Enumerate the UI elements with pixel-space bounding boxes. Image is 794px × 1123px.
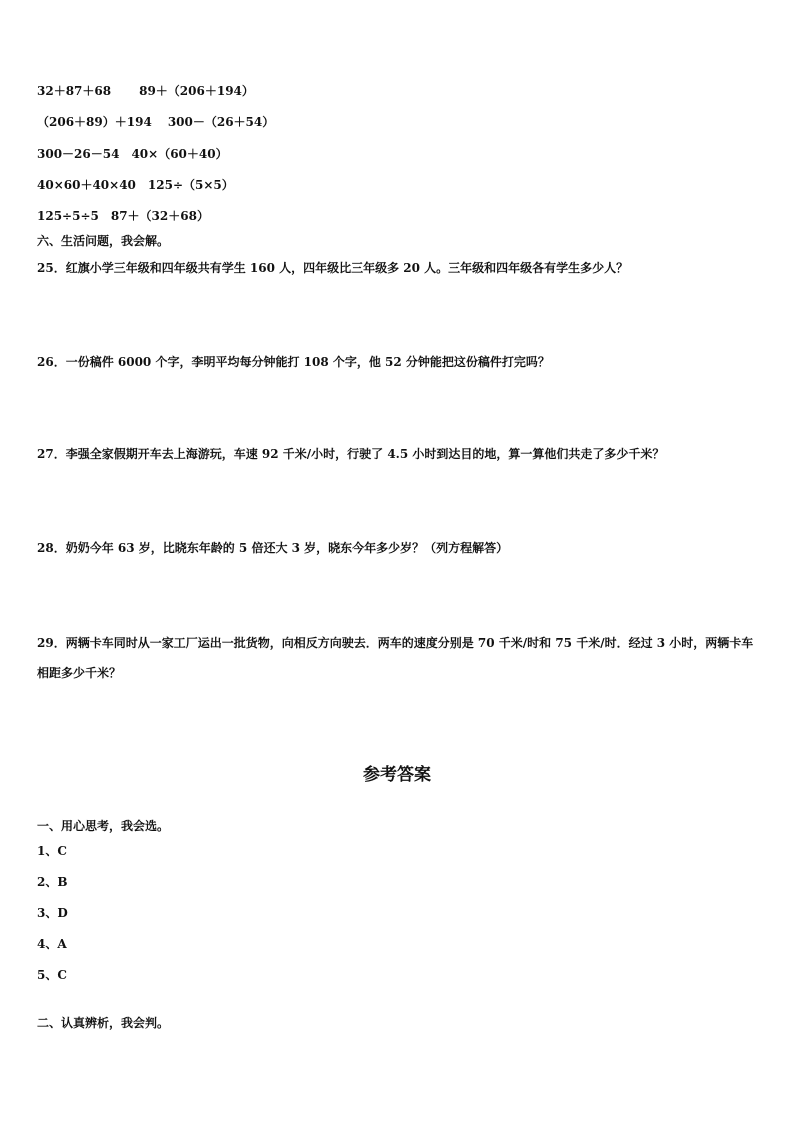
calc-expression: 300－26－54 xyxy=(37,147,120,161)
question-28: 28．奶奶今年 63 岁，比晓东年龄的 5 倍还大 3 岁，晓东今年多少岁？（列方程解答） xyxy=(37,541,509,555)
calc-expression: 40×（60＋40） xyxy=(131,147,228,161)
answer-item: 2、B xyxy=(37,875,68,889)
question-27: 27．李强全家假期开车去上海游玩，车速 92 千米/小时，行驶了 4.5 小时到达目的地，算一算他们共走了多少千米？ xyxy=(37,447,665,461)
calc-row xyxy=(37,177,234,193)
answer-title: 参考答案 xyxy=(363,765,431,785)
calc-expression: 87＋（32＋68） xyxy=(110,209,209,223)
calc-expression: 125÷（5×5） xyxy=(147,178,234,192)
section-two-title: 二、认真辨析，我会判。 xyxy=(37,1016,170,1030)
calc-row xyxy=(37,114,274,130)
question-29: 29．两辆卡车同时从一家工厂运出一批货物，向相反方向驶去．两车的速度分别是 70 千米/时和 75 千米/时．经过 3 小时，两辆卡车相距多少千米？ xyxy=(37,636,754,680)
section-six-title: 六、生活问题，我会解。 xyxy=(37,234,170,248)
calc-expression: 125÷5÷5 xyxy=(37,209,99,223)
calc-expression: 40×60＋40×40 xyxy=(37,178,136,192)
calc-expression: （206＋89）＋194 xyxy=(37,115,152,129)
question-25: 25．红旗小学三年级和四年级共有学生 160 人，四年级比三年级多 20 人。三年级和四年级各有学生多少人？ xyxy=(37,261,629,275)
answer-item: 4、A xyxy=(37,937,67,951)
answer-item: 5、C xyxy=(37,968,67,982)
calc-row xyxy=(37,146,228,162)
calc-expression: 32＋87＋68 xyxy=(37,84,112,98)
section-one-title: 一、用心思考，我会选。 xyxy=(37,819,170,833)
calc-row xyxy=(37,83,254,99)
answer-item: 1、C xyxy=(37,844,67,858)
question-26: 26．一份稿件 6000 个字，李明平均每分钟能打 108 个字，他 52 分钟能把这份稿件打完吗？ xyxy=(37,355,550,369)
calc-row xyxy=(37,208,209,224)
calc-expression: 300－（26＋54） xyxy=(167,115,275,129)
calc-expression: 89＋（206＋194） xyxy=(139,84,254,98)
answer-item: 3、D xyxy=(37,906,68,920)
